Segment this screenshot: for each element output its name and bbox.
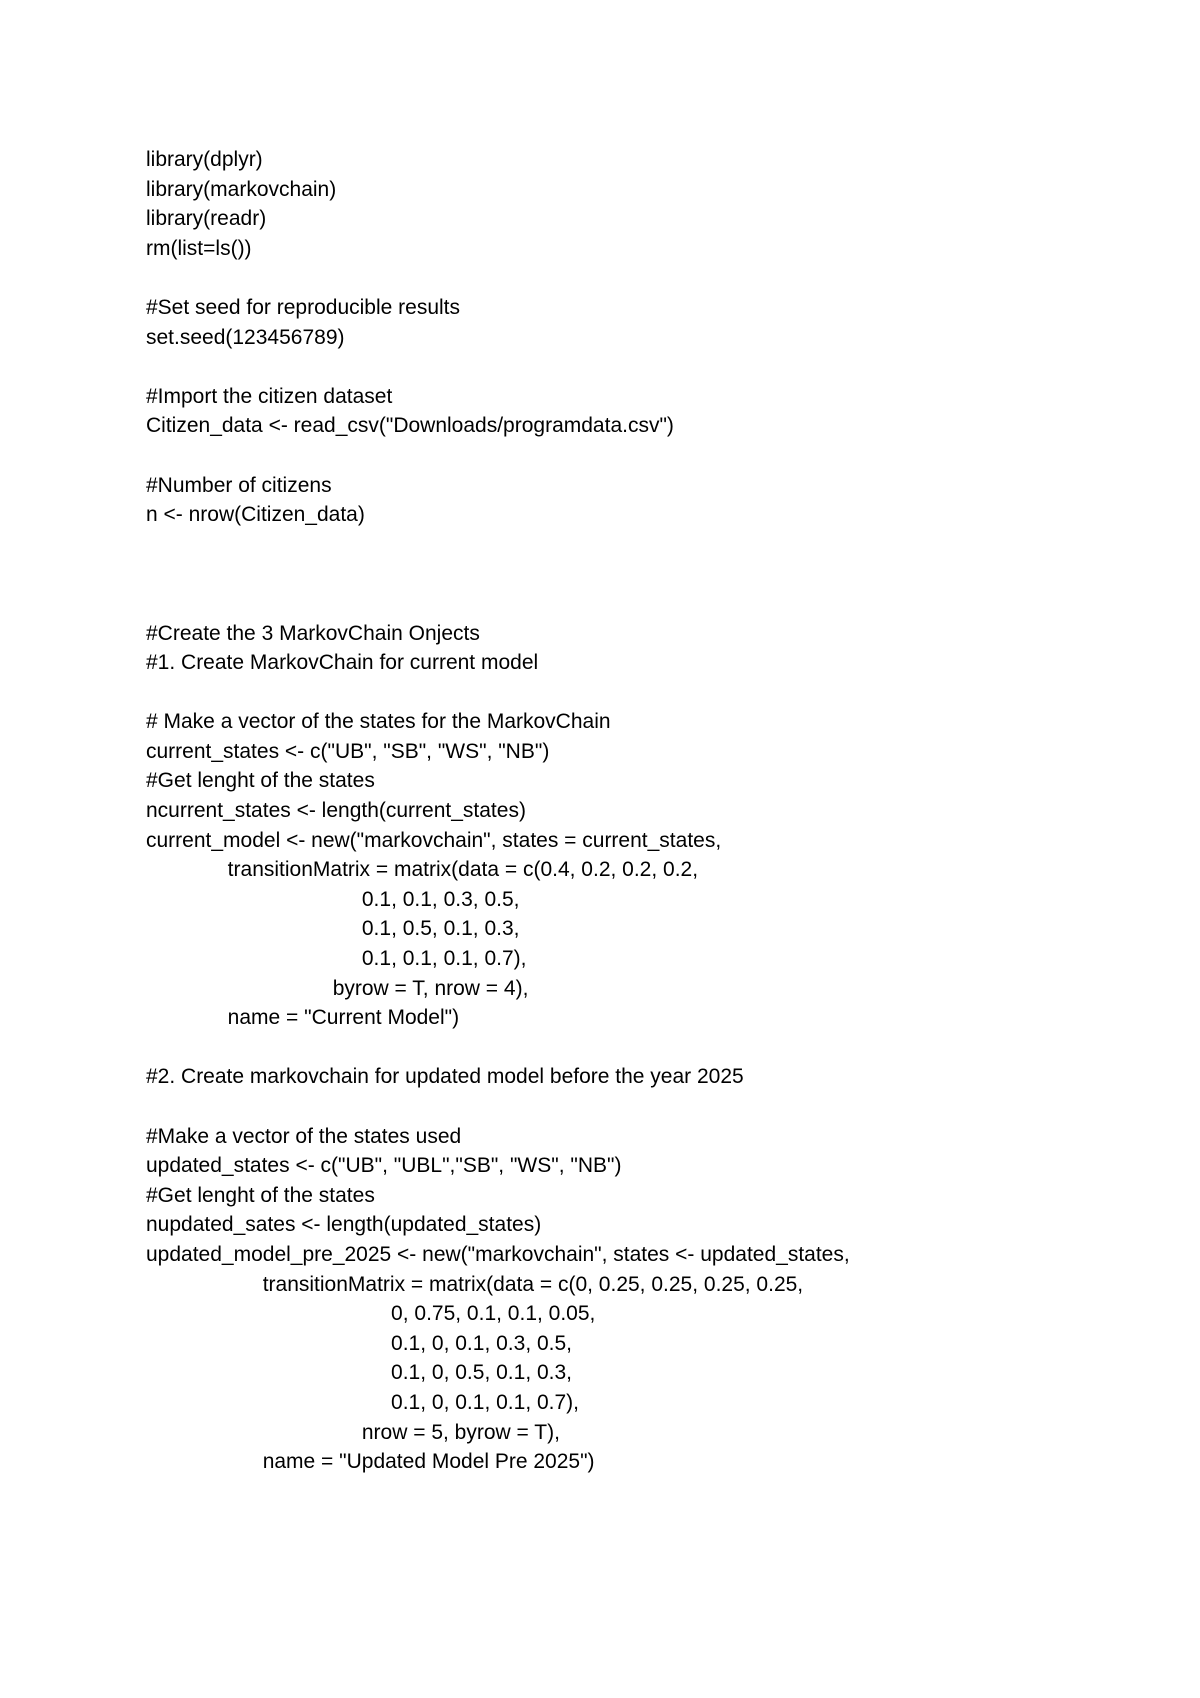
code-line: current_states <- c("UB", "SB", "WS", "NB") — [146, 739, 550, 763]
code-line: 0.1, 0, 0.1, 0.1, 0.7), — [146, 1390, 580, 1414]
blank-line — [146, 530, 1146, 560]
comment-line: #Set seed for reproducible results — [146, 295, 461, 319]
comment-line: #Get lenght of the states — [146, 1183, 375, 1207]
code-line: byrow = T, nrow = 4), — [146, 976, 529, 1000]
code-line: 0.1, 0.1, 0.3, 0.5, — [146, 887, 520, 911]
blank-line — [146, 1033, 1146, 1063]
code-line: updated_model_pre_2025 <- new("markovchain", states <- updated_states, — [146, 1242, 850, 1266]
code-line: library(readr) — [146, 207, 267, 231]
code-line: transitionMatrix = matrix(data = c(0, 0.25, 0.25, 0.25, 0.25, — [146, 1272, 804, 1296]
code-line: nupdated_sates <- length(updated_states) — [146, 1213, 542, 1237]
blank-line — [146, 352, 1146, 382]
code-line: nrow = 5, byrow = T), — [146, 1420, 560, 1444]
blank-line — [146, 263, 1146, 293]
code-line: 0.1, 0, 0.1, 0.3, 0.5, — [146, 1331, 573, 1355]
code-line: updated_states <- c("UB", "UBL","SB", "WS", "NB") — [146, 1154, 622, 1178]
blank-line — [146, 589, 1146, 619]
comment-line: # Make a vector of the states for the MarkovChain — [146, 710, 611, 734]
comment-line: #1. Create MarkovChain for current model — [146, 651, 539, 675]
code-line: transitionMatrix = matrix(data = c(0.4, 0.2, 0.2, 0.2, — [146, 858, 699, 882]
blank-line — [146, 678, 1146, 708]
comment-line: #Number of citizens — [146, 473, 332, 497]
code-line: library(markovchain) — [146, 177, 337, 201]
code-line: n <- nrow(Citizen_data) — [146, 503, 365, 527]
blank-line — [146, 559, 1146, 589]
blank-line — [146, 1092, 1146, 1122]
code-line: set.seed(123456789) — [146, 325, 345, 349]
comment-line: #Create the 3 MarkovChain Onjects — [146, 621, 480, 645]
blank-line — [146, 441, 1146, 471]
code-line: 0.1, 0, 0.5, 0.1, 0.3, — [146, 1361, 573, 1385]
code-line: current_model <- new("markovchain", states = current_states, — [146, 828, 722, 852]
code-line: ncurrent_states <- length(current_states) — [146, 799, 526, 823]
code-line: Citizen_data <- read_csv("Downloads/programdata.csv") — [146, 414, 674, 438]
code-line: 0.1, 0.5, 0.1, 0.3, — [146, 917, 520, 941]
code-listing — [146, 145, 1146, 1477]
code-line: rm(list=ls()) — [146, 236, 252, 260]
code-line: name = "Updated Model Pre 2025") — [146, 1450, 595, 1474]
code-line: 0.1, 0.1, 0.1, 0.7), — [146, 947, 527, 971]
comment-line: #2. Create markovchain for updated model before the year 2025 — [146, 1065, 744, 1089]
code-line: name = "Current Model") — [146, 1006, 460, 1030]
comment-line: #Get lenght of the states — [146, 769, 375, 793]
code-line: library(dplyr) — [146, 148, 263, 171]
code-line: 0, 0.75, 0.1, 0.1, 0.05, — [146, 1302, 596, 1326]
comment-line: #Make a vector of the states used — [146, 1124, 462, 1148]
comment-line: #Import the citizen dataset — [146, 384, 393, 408]
